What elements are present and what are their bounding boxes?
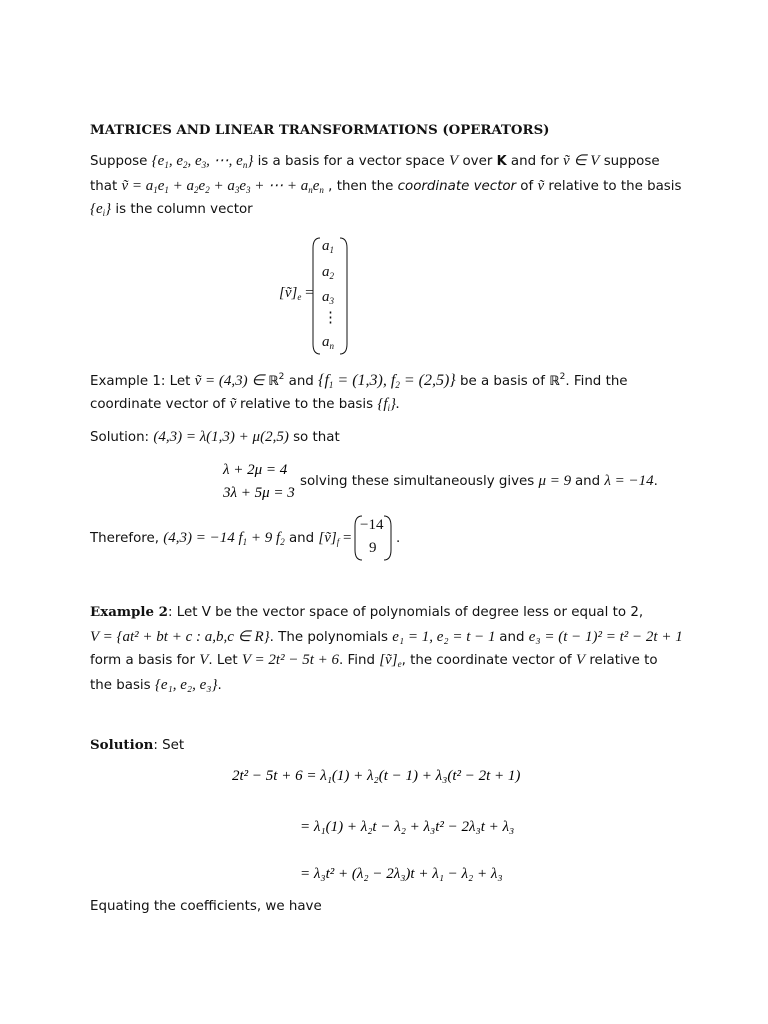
example2-line-3: form a basis for V. Let V = 2t² − 5t + 6. Find $[ṽ]_e$, the coordinate vector of V relative to [90, 652, 658, 669]
solution2-label: Solution [90, 737, 154, 753]
vector-entry-1: $a_1$ [322, 238, 334, 255]
therefore-entry-2: 9 [369, 540, 377, 556]
vector-entry-2: $a_2$ [322, 264, 334, 281]
equating-line: Equating the coefficients, we have [90, 899, 322, 914]
vector-entry-ellipsis: ⋮ [323, 310, 338, 326]
example1-line-2: coordinate vector of ṽ relative to the basis $\{f_i\}$. [90, 396, 400, 413]
therefore-line: Therefore, (4,3) = −14 $f_1 + 9$ $f_2$ and $[ṽ]_f$ = [90, 530, 352, 547]
example2-line-1: Example 2: Let V be the vector space of polynomials of degree less or equal to 2, [90, 604, 644, 620]
solution2-equation-2: = λ₁(1) + λ₂t − λ₂ + λ₃t² − 2λ₃t + λ₃ [300, 819, 515, 835]
therefore-entry-1: −14 [360, 517, 384, 533]
example2-label: Example 2 [90, 604, 168, 620]
solution2-equation-1: 2t² − 5t + 6 = λ₁(1) + λ₂(t − 1) + λ₃(t² − 2t + 1) [232, 768, 521, 784]
intro-line-1: Suppose {$e_1$, $e_2$, $e_3$, ⋯, $e_n$} is a basis for a vector space V over K and for ṽ ∈ V suppose [90, 153, 660, 170]
solution2-equation-3: = λ₃t² + (λ₂ − 2λ₃)t + λ₁ − λ₂ + λ₃ [300, 866, 503, 882]
vector-entry-3: $a_3$ [322, 289, 334, 306]
solution2-heading: Solution: Set [90, 737, 185, 753]
therefore-end: . [396, 531, 401, 546]
page-title: MATRICES AND LINEAR TRANSFORMATIONS (OPERATORS) [90, 123, 550, 138]
intro-line-3: $\{e_i\}$ is the column vector [90, 201, 253, 218]
vector-lhs: $[ṽ]_e$ = [279, 285, 314, 302]
example2-line-2: V = {at² + bt + c : a,b,c ∈ R}. The polynomials e₁ = 1, e₂ = t − 1 and e₃ = (t − 1)² = t² − 2t + 1 [90, 629, 683, 645]
example1-line-1: Example 1: Let ṽ = (4,3) ∈ ℝ$^2$ and {$f_1 = (1,3)$, $f_2 = (2,5)$} be a basis of ℝ$^2$. Find the [90, 372, 628, 390]
vector-entry-n: $a_n$ [322, 334, 334, 351]
system-equation-2: 3λ + 5μ = 3 [223, 485, 295, 501]
intro-line-2: that ṽ = $a_1e_1 + a_2e_2 + a_3e_3$ + ⋯ + $a_ne_n$ , then the coordinate vector of ṽ relative to the basis [90, 178, 682, 195]
solution1-line: Solution: (4,3) = λ(1,3) + μ(2,5) so that [90, 429, 340, 445]
example2-line-4: the basis {e₁, e₂, e₃}. [90, 677, 222, 693]
system-equation-1: λ + 2μ = 4 [223, 462, 288, 478]
solution1-result: solving these simultaneously gives μ = 9 and λ = −14. [300, 473, 658, 489]
